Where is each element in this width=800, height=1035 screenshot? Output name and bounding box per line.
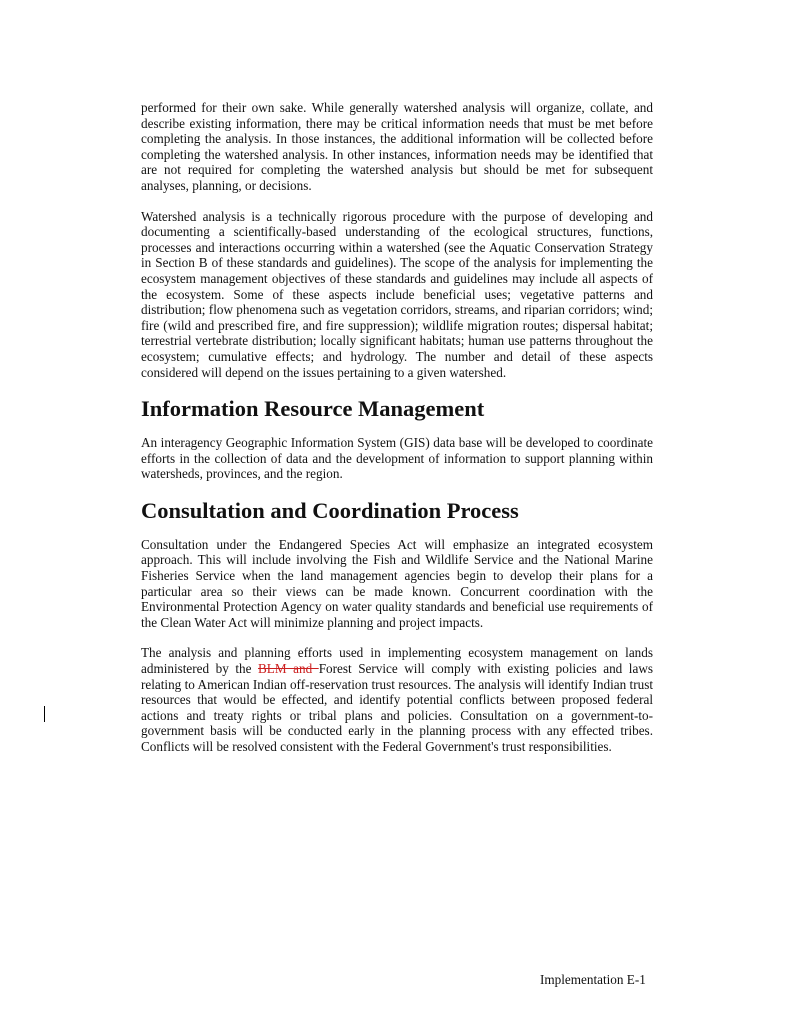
struck-text-blm: BLM and (258, 661, 319, 677)
document-page (141, 100, 653, 770)
irm-paragraph: An interagency Geographic Information System (GIS) data base will be developed to coordinate efforts in the collection of data and the development of information to support planning within watersheds, provinces, and the region. (141, 435, 653, 482)
page-footer: Implementation E-1 (540, 972, 646, 987)
trust-resources-paragraph (141, 645, 653, 754)
heading-consultation-coordination: Consultation and Coordination Process (141, 497, 519, 523)
esa-consultation-paragraph: Consultation under the Endangered Species Act will emphasize an integrated ecosystem approach. This will include involving the Fish and Wildlife Service and the National Marine Fisheries Service when the land management agencies begin to develop their plans for a particular area so their views can be made known. Concurrent coordination with the Environmental Protection Agency on water quality standards and beneficial use requirements of the Clean Water Act will minimize planning and project impacts. (141, 536, 653, 630)
revision-change-bar (44, 706, 45, 722)
trust-paragraph-before: The analysis and planning efforts used in implementing ecosystem management on lands administered by the (141, 645, 653, 677)
intro-paragraph: performed for their own sake. While generally watershed analysis will organize, collate, and describe existing information, there may be critical information needs that must be met before completing the analysis. In those instances, the additional information will be collected before completing the watershed analysis. In other instances, information needs may be identified that are not required for completing the watershed analysis but should be met for subsequent analyses, planning, or decisions. (141, 100, 653, 193)
heading-information-resource-management: Information Resource Management (141, 396, 485, 422)
watershed-analysis-paragraph: Watershed analysis is a technically rigorous procedure with the purpose of developing and documenting a scientifically-based understanding of the ecological structures, functions, processes and interactions occurring within a watershed (see the Aquatic Conservation Strategy in Section B of these standards and guidelines). The scope of the analysis for implementing the ecosystem management objectives of these standards and guidelines may include all aspects of the ecosystem. Some of these aspects include beneficial uses; vegetative patterns and distribution; flow phenomena such as vegetation corridors, streams, and riparian corridors; wind; fire (wild and prescribed fire, and fire suppression); wildlife migration routes; dispersal habitat; terrestrial vertebrate distribution; locally significant habitats; human use patterns throughout the ecosystem; cumulative effects; and hydrology. The number and detail of these aspects considered will depend on the issues pertaining to a given watershed. (141, 208, 653, 380)
trust-paragraph-after: Forest Service will comply with existing policies and laws relating to American Indian off-reservation trust resources. The analysis will identify Indian trust resources that would be effected, and identify potential conflicts between proposed federal actions and treaty rights or tribal plans and policies. Consultation on a government-to-government basis will be conducted early in the planning process with any effected tribes. Conflicts will be resolved consistent with the Federal Government's trust responsibilities. (141, 661, 653, 754)
